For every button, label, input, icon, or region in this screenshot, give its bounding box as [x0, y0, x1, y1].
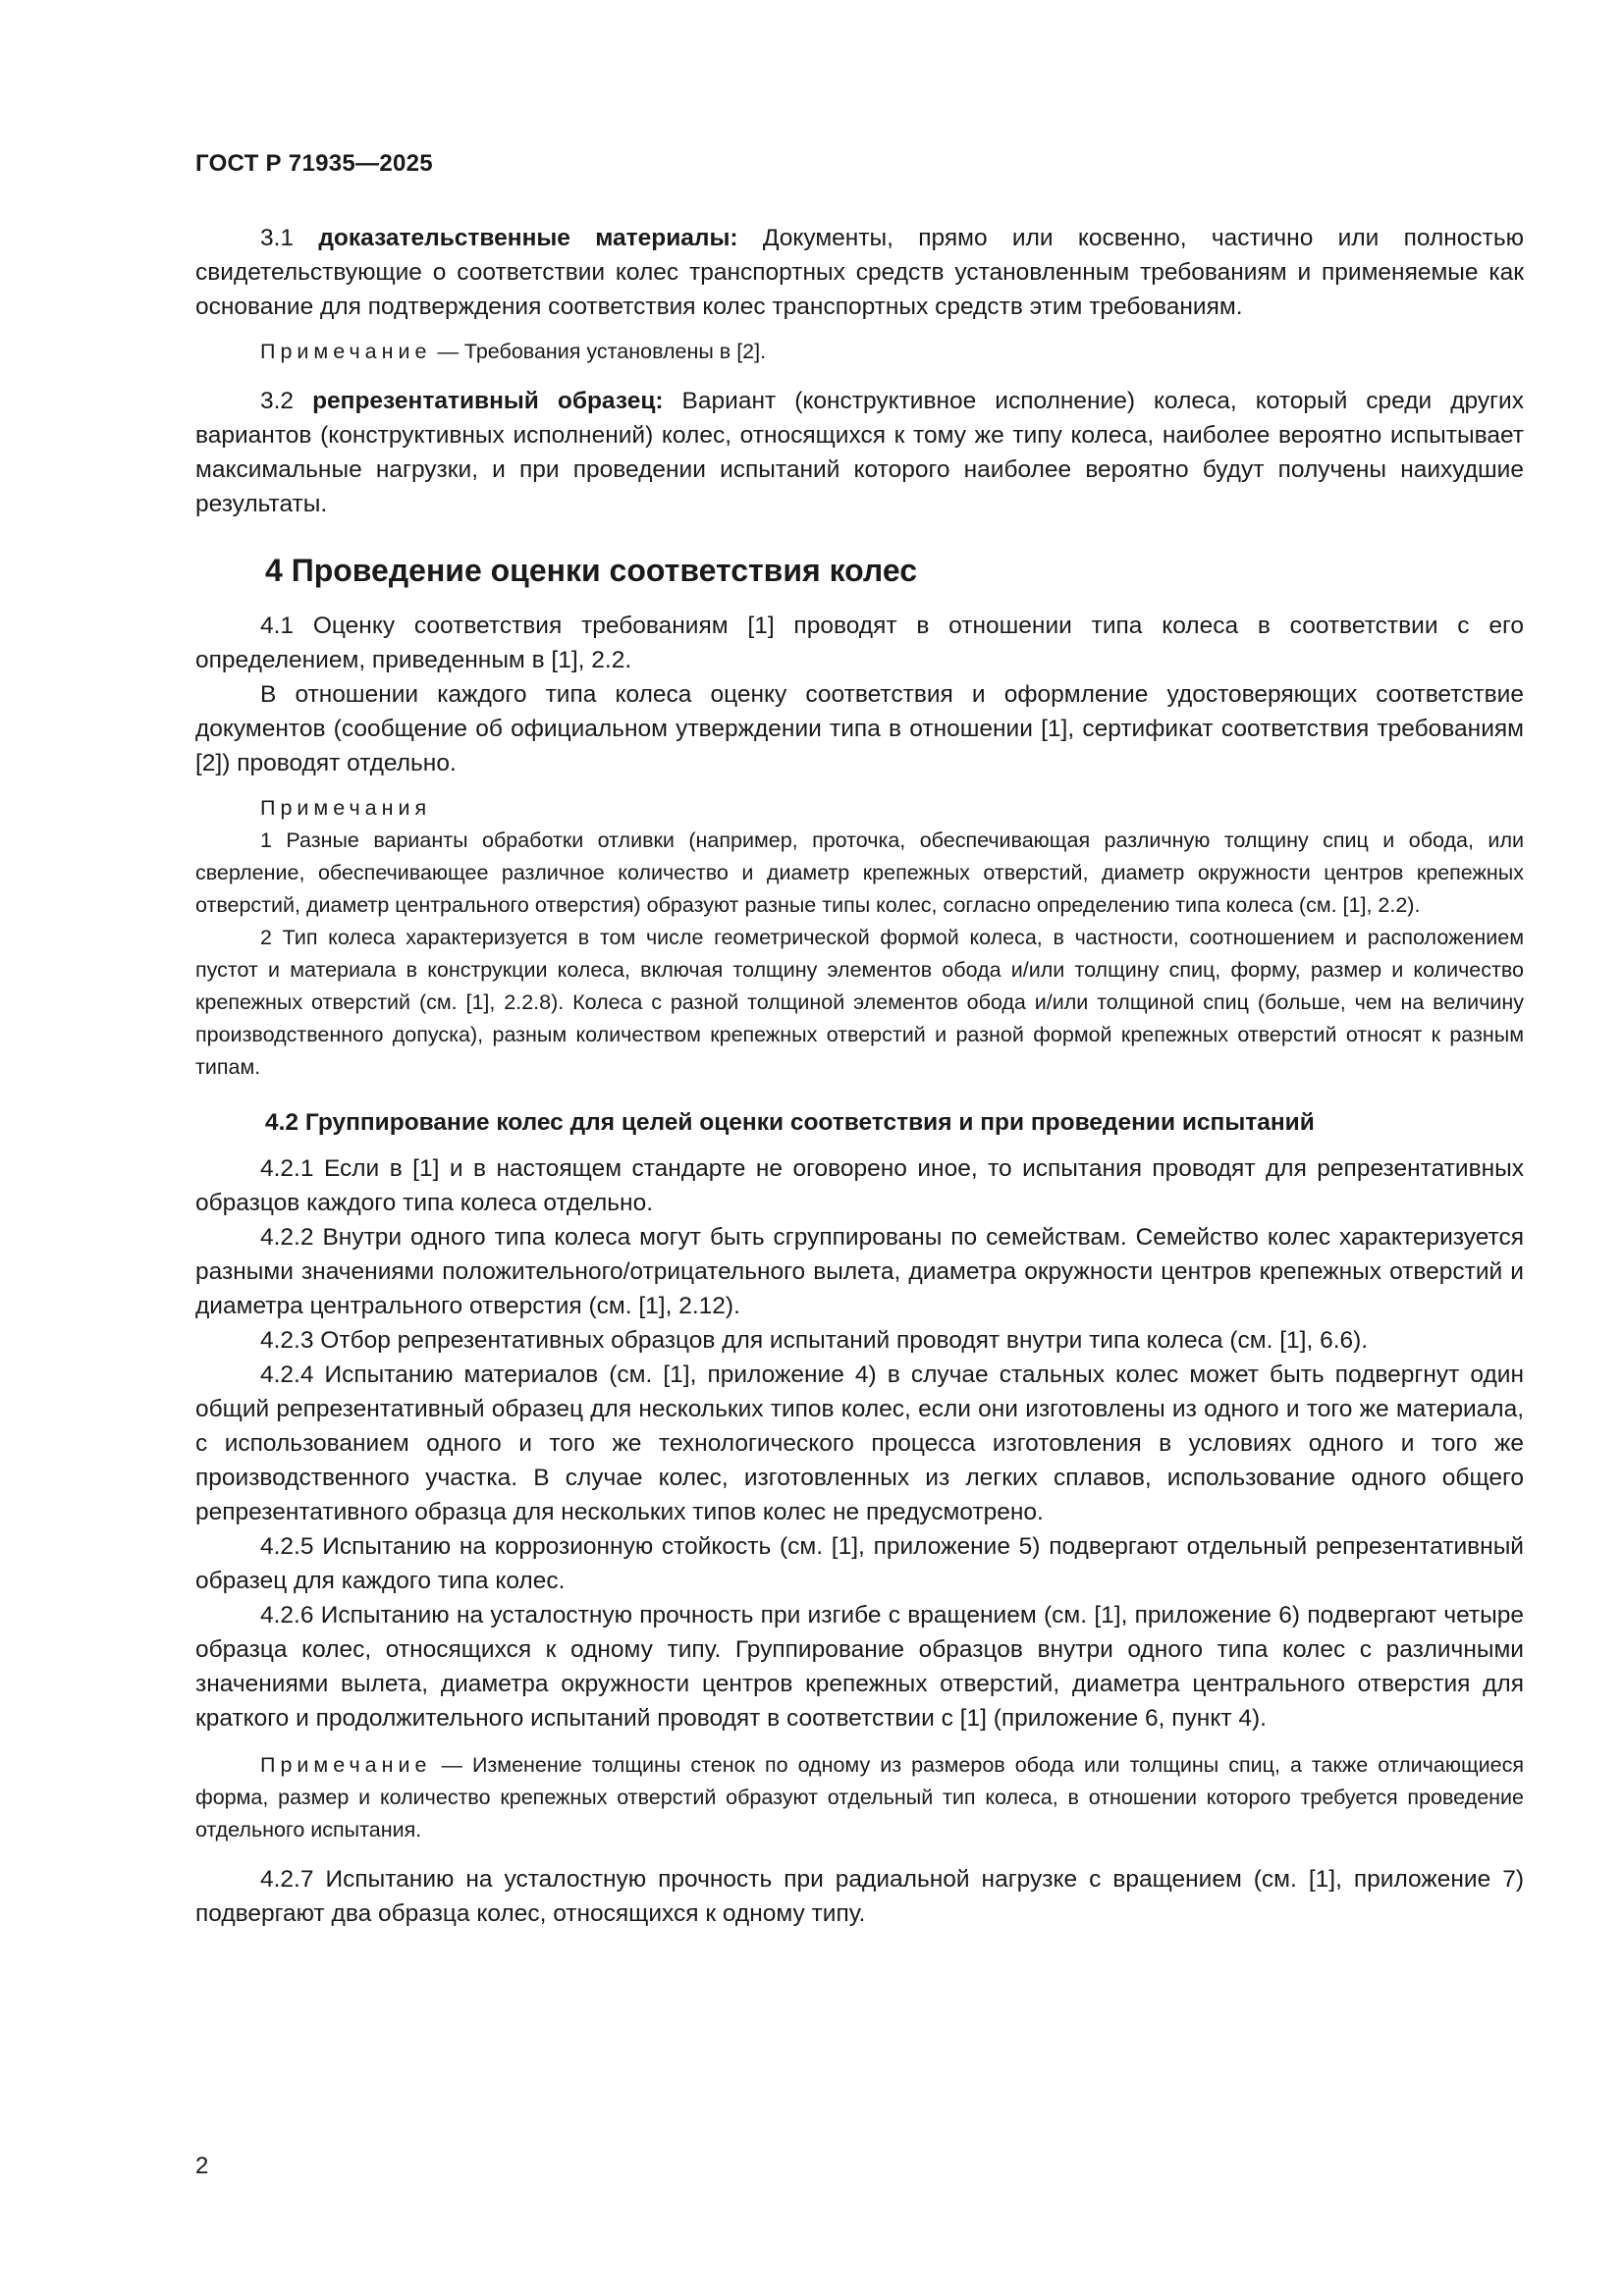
note-label: Примечание	[260, 340, 432, 363]
document-code-header: ГОСТ Р 71935—2025	[195, 150, 433, 177]
clause-4-2-2: 4.2.2 Внутри одного типа колеса могут быть сгруппированы по семействам. Семейство колес характеризуется разными значениями положительного/отрицательного вылета, диаметра окружности центров крепежных отверстий и диаметра центрального отверстия (см. [1], 2.12).	[195, 1224, 1524, 1319]
page-content	[195, 221, 1524, 1931]
clause-4-2-6: 4.2.6 Испытанию на усталостную прочность при изгибе с вращением (см. [1], приложение 6) подвергают четыре образца колес, относящихся к одному типу. Группирование образцов внутри одного типа колес с различными значениями вылета, диаметра окружности центров крепежных отверстий, диаметра центрального отверстия для краткого и продолжительного испытаний проводят в соответствии с [1] (приложение 6, пункт 4).	[195, 1602, 1524, 1732]
subsection-4-2-heading: 4.2 Группирование колес для целей оценки соответствия и при проведении испытаний	[265, 1109, 1315, 1136]
note-text: — Требования установлены в [2].	[437, 340, 767, 363]
clause-4-1: 4.1 Оценку соответствия требованиям [1] проводят в отношении типа колеса в соответствии с его определением, приведенным в [1], 2.2.	[195, 613, 1524, 673]
page-number: 2	[195, 2153, 209, 2179]
notes-label: Примечания	[260, 796, 432, 820]
clause-4-2-3: 4.2.3 Отбор репрезентативных образцов для испытаний проводят внутри типа колеса (см. [1], 6.6).	[260, 1327, 1369, 1354]
note-3-1	[195, 336, 1524, 368]
clause-number: 3.1	[260, 225, 295, 251]
section-4-heading: 4 Проведение оценки соответствия колес	[265, 553, 917, 588]
note-item-1: 1 Разные варианты обработки отливки (например, проточка, обеспечивающая различную толщину спиц и обода, или сверление, обеспечивающее различное количество и диаметр крепежных отверстий, диаметр окружности центров крепежных отверстий, диаметр центрального отверстия) образуют разные типы колес, согласно определению типа колеса (см. [1], 2.2).	[195, 828, 1524, 917]
note-item-2: 2 Тип колеса характеризуется в том числе геометрической формой колеса, в частности, соотношением и расположением пустот и материала в конструкции колеса, включая толщину элементов обода и/или толщину спиц, форму, размер и количество крепежных отверстий (см. [1], 2.2.8). Колеса с разной толщиной элементов обода и/или толщиной спиц (больше, чем на величину производственного допуска), разным количеством крепежных отверстий и разной формой крепежных отверстий относят к разным типам.	[195, 926, 1524, 1079]
term-definition-label: репрезентативный образец:	[312, 388, 664, 414]
clause-4-2-7: 4.2.7 Испытанию на усталостную прочность при радиальной нагрузке с вращением (см. [1], приложение 7) подвергают два образца колес, относящихся к одному типу.	[195, 1866, 1524, 1927]
clause-text: Вариант (конструктивное исполнение) колеса, который среди других вариантов (конструктивных исполнений) колес, относящихся к тому же типу колеса, наиболее вероятно испытывает максимальные нагрузки, и при проведении испытаний которого наиболее вероятно будут получены наихудшие результаты.	[195, 388, 1524, 517]
clause-3-1	[195, 221, 1524, 324]
note-text: — Изменение толщины стенок по одному из размеров обода или толщины спиц, а также отличающиеся форма, размер и количество крепежных отверстий образуют отдельный тип колеса, в отношении которого требуется проведение отдельного испытания.	[195, 1753, 1524, 1842]
clause-4-2-1: 4.2.1 Если в [1] и в настоящем стандарте не оговорено иное, то испытания проводят для репрезентативных образцов каждого типа колеса отдельно.	[195, 1155, 1524, 1216]
note-label: Примечание	[260, 1753, 432, 1777]
clause-4-2-4: 4.2.4 Испытанию материалов (см. [1], приложение 4) в случае стальных колес может быть подвергнут один общий репрезентативный образец для нескольких типов колес, если они изготовлены из одного и того же материала, с использованием одного и того же технологического процесса изготовления в условиях одного и того же производственного участка. В случае колес, изготовленных из легких сплавов, использование одного общего репрезентативного образца для нескольких типов колес не предусмотрено.	[195, 1362, 1524, 1525]
clause-number: 3.2	[260, 388, 295, 414]
clause-4-1-paragraph: В отношении каждого типа колеса оценку соответствия и оформление удостоверяющих соответствие документов (сообщение об официальном утверждении типа в отношении [1], сертификат соответствия требованиям [2]) проводят отдельно.	[195, 681, 1524, 776]
clause-4-2-5: 4.2.5 Испытанию на коррозионную стойкость (см. [1], приложение 5) подвергают отдельный репрезентативный образец для каждого типа колес.	[195, 1533, 1524, 1594]
note-4-2-6	[195, 1749, 1524, 1846]
term-definition-label: доказательственные материалы:	[318, 225, 738, 251]
clause-text: Документы, прямо или косвенно, частично или полностью свидетельствующие о соответствии колес транспортных средств установленным требованиям и применяемые как основание для подтверждения соответствия колес транспортных средств этим требованиям.	[195, 225, 1524, 320]
clause-3-2	[195, 384, 1524, 521]
